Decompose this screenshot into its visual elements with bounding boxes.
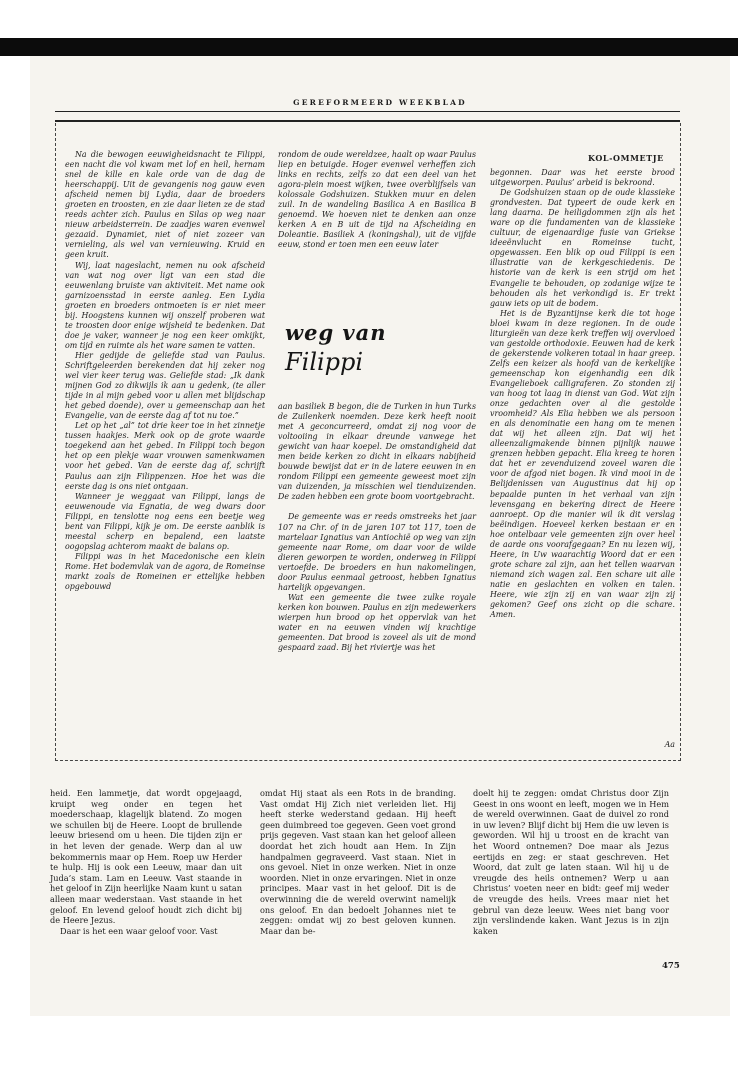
header-rule-thin — [55, 111, 680, 112]
paragraph: Na die bewogen eeuwigheidsnacht te Filippi, een nacht die vol kwam met lof en heil, hernam snel de kille en kale orde van de dag de heerschappij. Uit de gevangenis nog gauw even afscheid nemen bij Lydia, daar de broeders groeten en troosten, en zie daar lieten ze de stad reeds achter zich. Paulus en Silas op weg naar nieuw arbeidsterrein. De zaadjes waren evenwel gezaaid. Dynamiet, niet of niet zozeer van vernieling, als wel van vernieuwing. Kruid en geen kruit. — [65, 150, 265, 260]
header-rule-thick — [55, 120, 680, 122]
paragraph: Let op het „al” tot drie keer toe in het zinnetje tussen haakjes. Merk ook op de grote waarde toegekend aan het gebed. In Filippi toch begon het op een plekje waar vrouwen samenkwamen voor het gebed. Van de eerste dag af, schrijft Paulus aan zijn Filippenzen. Hoe het was die eerste dag is ons niet ontgaan. — [65, 421, 265, 491]
bottom-column-3 — [473, 788, 669, 936]
article-column-3 — [490, 168, 675, 750]
paragraph: Het is de Byzantijnse kerk die tot hoge bloei kwam in deze regionen. In de oude liturgieën van deze kerk treffen wij overvloed van gestolde orthodoxie. Eeuwen had de kerk de gekerstende volkeren totaal in haar greep. Zelfs een keizer als hoofd van de kerkelijke gemeenschap kon eigenhandig een dik Evangelieboek calligraferen. Zo stonden zij van hoog tot laag in dienst van God. Wat zijn onze gedachten over al die gestolde vroomheid? Als Elia hebben we als persoon en als denominatie een hang om te menen dat wij het alleen zijn. Dat wij het alleenzaligmakende binnen pijnlijk nauwe grenzen hebben gepacht. Elia kreeg te horen dat het er zevenduizend zoveel waren die voor de afgod niet bogen. Ik vind mooi in de Belijdenissen van Augustinus dat hij op bepaalde punten in het verhaal van zijn levensgang en bekering direct de Heere aanroept. Op die manier wil ik dit verslag beëindigen. Hoeveel kerken bestaan er en hoe ontelbaar vele gemeenten zijn over heel de aarde ons voorafgegaan? En nu lezen wij, Heere, in Uw waarachtig Woord dat er een grote schare zal zijn, aan het tellen waarvan niemand zich wagen zal. Een schare uit alle natie en geslachten en volken en talen. Heere, wie zijn zij en van waar zijn zij gekomen? Geef ons zicht op die schare. Amen. — [490, 308, 675, 620]
paragraph: Wij, laat nageslacht, nemen nu ook afscheid van wat nog over ligt van een stad die eeuwenlang bruiste van aktiviteit. Met name ook garnizoensstad in eerste aanleg. Een Lydia groeten en broeders ontmoeten is er niet meer bij. Hoogstens kunnen wij onszelf proberen wat te troosten door enige wijsheid te bedenken. Dat doe je vaker, wanneer je nog een keer omkijkt, om tijd en ruimte als het ware samen te vatten. — [65, 260, 265, 350]
article-title-line2: Filippi — [285, 348, 364, 376]
paragraph: Filippi was in het Macedonische een klein Rome. Het bodemvlak van de agora, de Romeinse markt zoals de Romeinen er ettelijke hebben opgebouwd — [65, 551, 265, 592]
paragraph: Hier gedijde de geliefde stad van Paulus. Schriftgeleerden berekenden dat hij zeker nog wel vier keer terug was. Geliefde stad: „Ik dank mijnen God zo dikwijls ik aan u gedenk, (te aller tijde in al mijn gebed voor u allen met blijdschap het gebed doende), over u gemeenschap aan het Evangelie, van de eerste dag af tot nu toe.” — [65, 350, 265, 421]
bottom-column-1 — [50, 788, 242, 936]
scan-top-bar — [0, 38, 738, 56]
paragraph: De gemeente was er reeds omstreeks het jaar 107 na Chr. of in de jaren 107 tot 117, toen de martelaar Ignatius van Antiochië op weg van zijn gemeente naar Rome, om daar voor de wilde dieren geworpen te worden, onderweg in Filippi vertoefde. De broeders en hun nakomelingen, door Paulus eenmaal getroost, hebben Ignatius hartelijk opgevangen. — [278, 512, 476, 592]
paragraph: Daar is het een waar geloof voor. Vast — [60, 925, 218, 936]
bottom-column-2 — [260, 788, 456, 936]
article-column-2-bottom — [278, 402, 476, 752]
paragraph: heid. Een lammetje, dat wordt opgejaagd, kruipt weg onder en tegen het moederschaap, klagelijk blatend. Zo mogen we schuilen bij de Heere. Loopt de brullende leeuw briesend om u heen. Die tijden zijn er in het leven der genade. Werp dan al uw bekommernis maar op Hem. Roep uw Herder te hulp. Hij is ook een Leeuw, maar dan uit Juda’s stam. Lam en Leeuw. Vast staande in het geloof in Zijn heerlijke Naam kunt u satan alleen maar wederstaan. Vast staande in het geloof. En levend geloof houdt zich dicht bij de Heere Jezus. — [50, 788, 242, 926]
paragraph: begonnen. Daar was het eerste brood uitgeworpen. Paulus’ arbeid is bekroond. — [490, 168, 675, 188]
paragraph: Wanneer je weggaat van Filippi, langs de eeuwenoude via Egnatia, de weg dwars door Filippi, en tenslotte nog eens een beetje weg bent van Filippi, kijk je om. De eerste aanblik is meestal scherp en bepalend, een laatste oogopslag achterom maakt de balans op. — [65, 491, 265, 551]
paragraph: doelt hij te zeggen: omdat Christus door Zijn Geest in ons woont en leeft, mogen we in Hem de wereld overwinnen. Gaat de duivel zo rond in uw leven? Blijf dicht bij Hem die uw leven is geworden. Wil hij u troost en de kracht van het Woord ontnemen? Doe maar als Jezus eertijds en zeg: er staat geschreven. Het Woord, dat zult ge laten staan. Wil hij u de vreugde des heils ontnemen? Werp u aan Christus’ voeten neer en bidt: geef mij weder de vreugde des heils. Vrees maar niet het gebrul van deze leeuw. Wees niet bang voor zijn verslindende kaken. Want Jezus is in zijn kaken — [473, 788, 669, 936]
page-number: 475 — [662, 961, 680, 971]
running-header: GEREFORMEERD WEEKBLAD — [293, 98, 467, 107]
section-label: KOL-OMMETJE — [588, 153, 664, 163]
paragraph: rondom de oude wereldzee, haalt op waar Paulus liep en betuigde. Hoger evenwel verheffen zich links en rechts, zelfs zo dat een deel van het agora-plein moest wijken, twee overblijfsels van kolossale Godshuizen. Stukken muur en delen zuil. In de wandeling Basilica A en Basilica B genoemd. We hoeven niet te denken aan onze kerken A en B uit de tijd na Afscheiding en Doleantie. Basiliek A (koningshal), uit de vijfde eeuw, stond er toen men een eeuw later — [278, 150, 476, 250]
article-column-2-top — [278, 150, 476, 262]
paragraph: Wat een gemeente die twee zulke royale kerken kon bouwen. Paulus en zijn medewerkers wierpen hun brood op het oppervlak van het water en na eeuwen vinden wij krachtige gemeenten. Dat brood is zoveel als uit de mond gespaard zaad. Bij het riviertje was het — [278, 592, 476, 653]
article-column-1 — [65, 150, 265, 752]
paragraph: De Godshuizen staan op de oude klassieke grondvesten. Dat typeert de oude kerk en lang daarna. De heiligdommen zijn als het ware op die fundamenten van de klassieke cultuur, de eigenaardige fusie van Griekse ideeënvlucht en Romeinse tucht, opgewassen. Een blik op oud Filippi is een illustratie van de kerkgeschiedenis. De historie van de kerk is een strijd om het Evangelie te behouden, op zodanige wijze te behouden als het verkondigd is. Er trekt gauw iets op uit de bodem. — [490, 188, 675, 308]
paragraph: omdat Hij staat als een Rots in de branding. Vast omdat Hij Zich niet verleiden liet. Hij heeft sterke wederstand gedaan. Hij heeft geen duimbreed toe gegeven. Geen voet grond prijs gegeven. Vast staan kan het geloof alleen doordat het zich houdt aan Hem. In Zijn handpalmen gegraveerd. Vast staan. Niet in ons gevoel. Niet in onze werken. Niet in onze woorden. Niet in onze ervaringen. Niet in onze principes. Maar vast in het geloof. Dit is de overwinning die de wereld overwint namelijk ons geloof. En dan bedoelt Johannes niet te zeggen: omdat wij zo best geloven kunnen. Maar dan be- — [260, 788, 456, 936]
paragraph: aan basiliek B begon, die de Turken in hun Turks de Zuilenkerk noemden. Deze kerk heeft nooit met A geconcurreerd, omdat zij nog voor de voltooiing in elkaar dreunde vanwege het gewicht van haar koepel. De omstandigheid dat men beide kerken zo dicht in elkaars nabijheid bouwde bewijst dat er in de latere eeuwen in en rondom Filippi een gemeente geweest moet zijn van duizenden, ja misschien wel tienduizenden. De zaden hebben een grote boom voortgebracht. — [278, 402, 476, 502]
article-title-line1: weg van — [285, 320, 387, 345]
signature: Aa — [664, 740, 675, 749]
